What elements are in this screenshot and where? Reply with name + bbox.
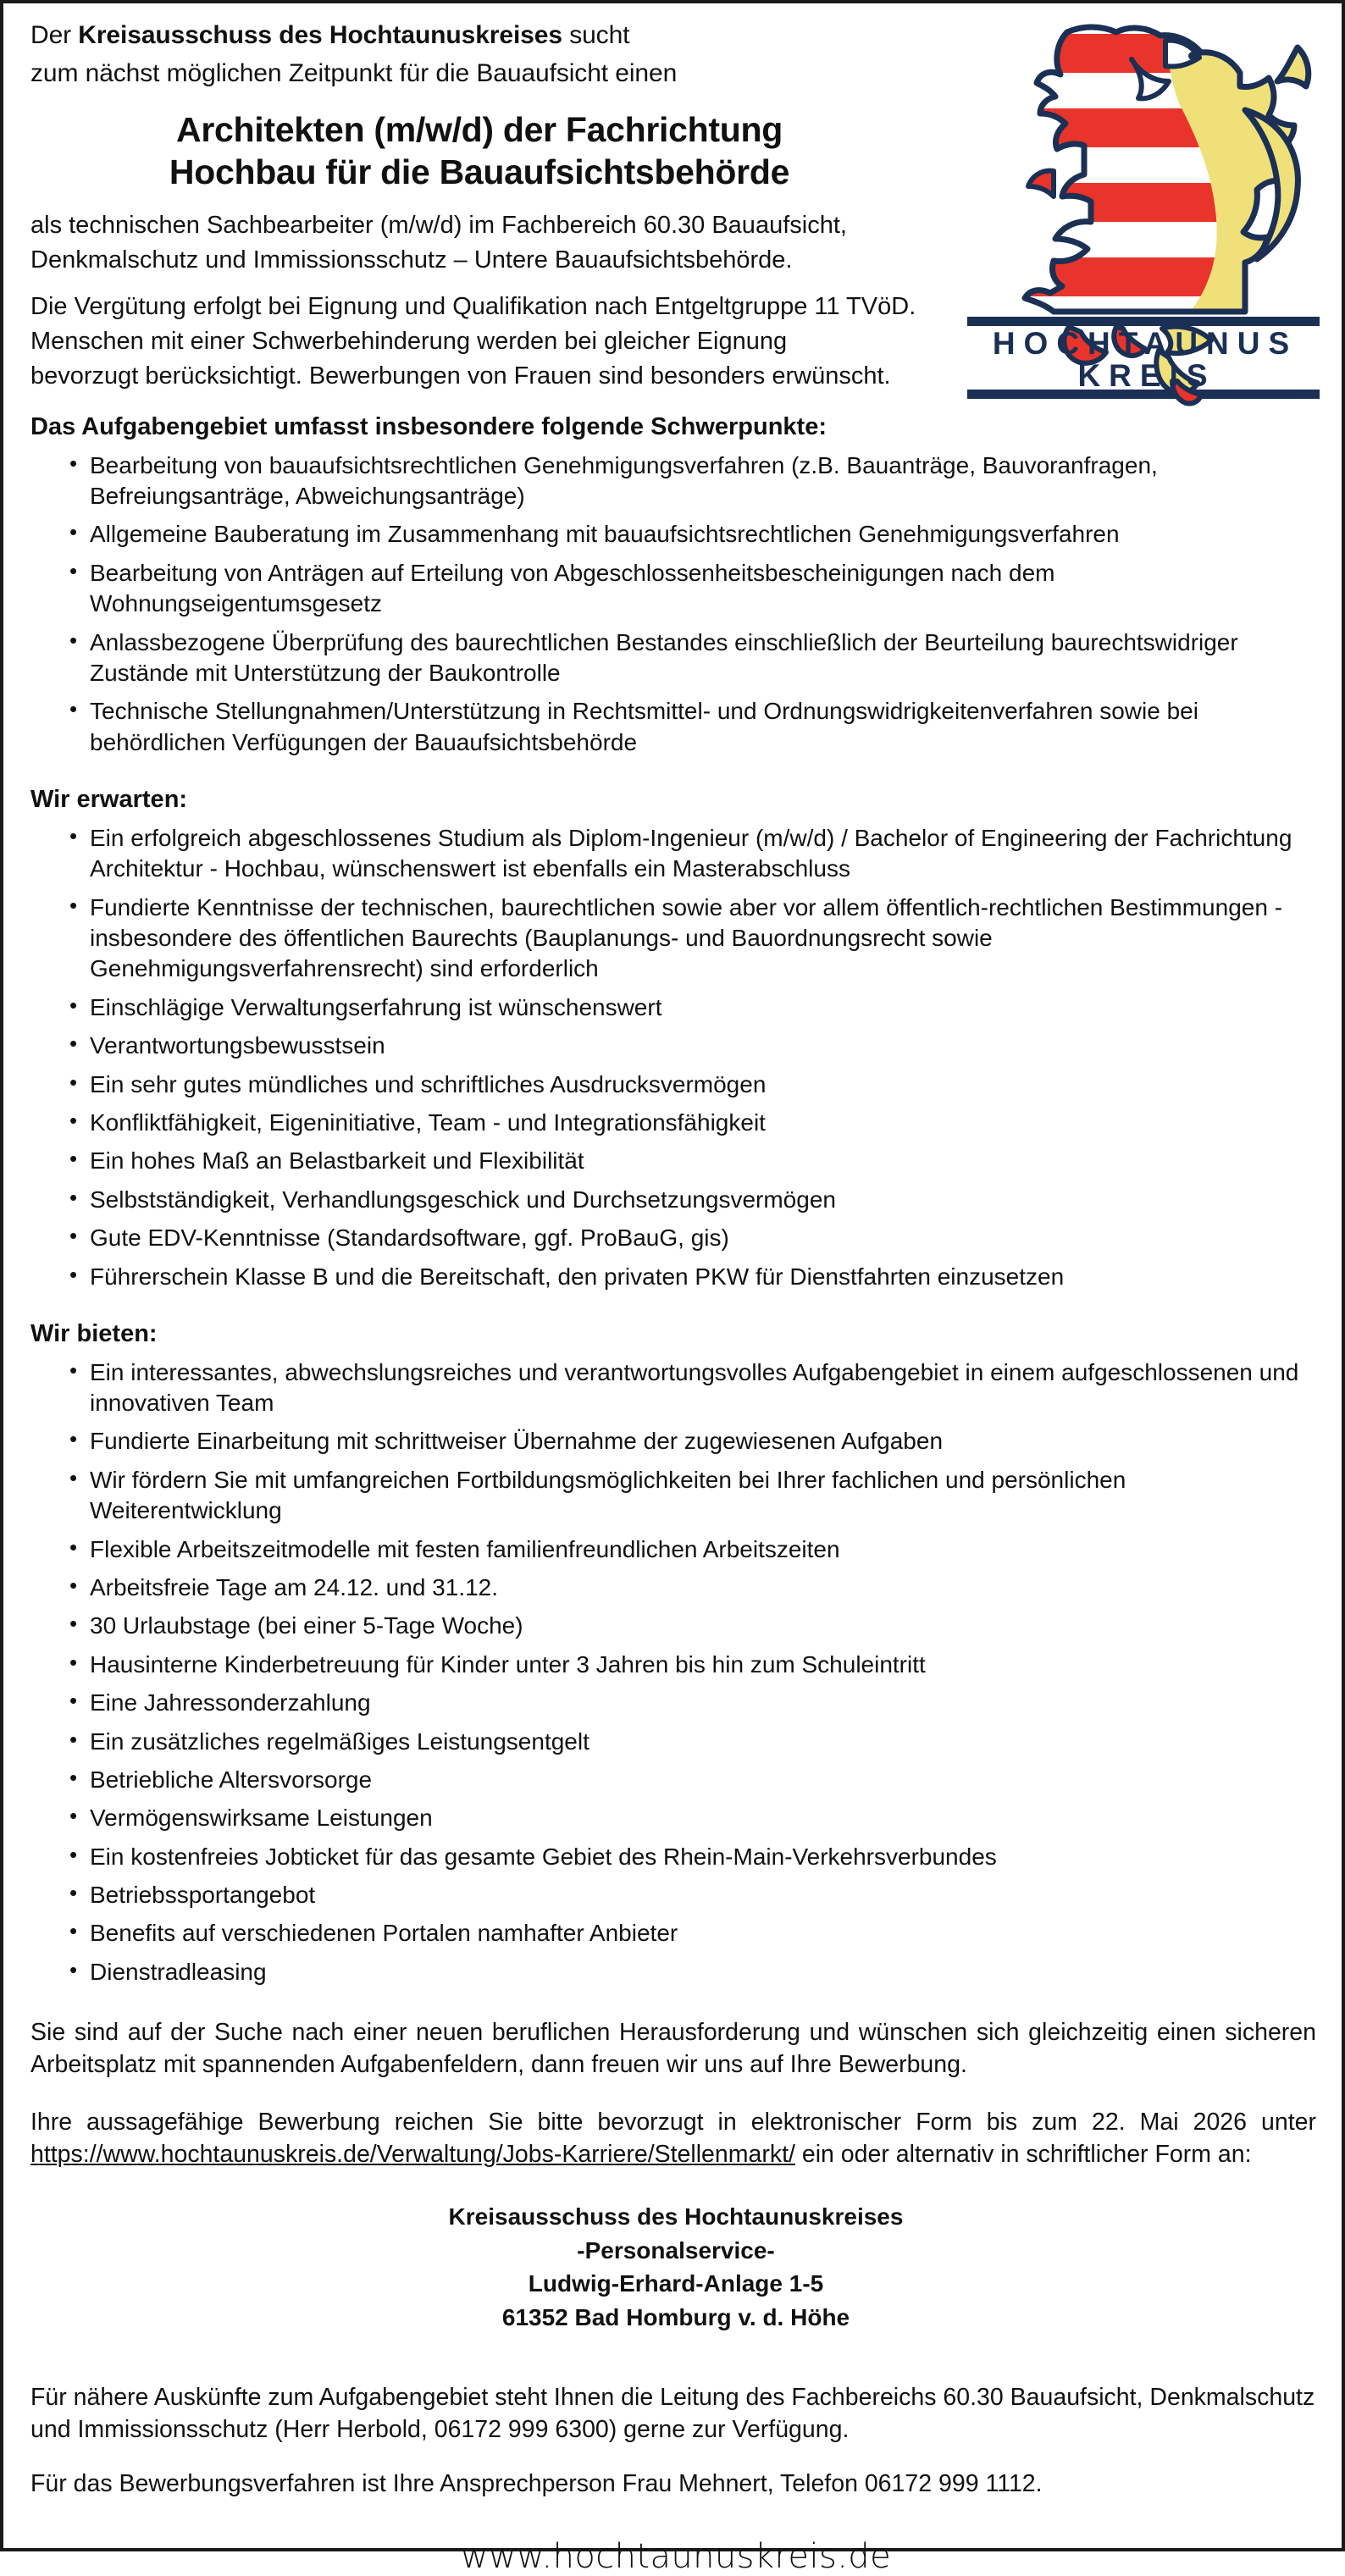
ad-content: [3, 3, 1342, 2576]
list-item: • Benefits auf verschiedenen Portalen namhafter Anbieter: [69, 1918, 1316, 1956]
list-item: • Hausinterne Kinderbetreuung für Kinder unter 3 Jahren bis hin zum Schuleintritt: [69, 1650, 1316, 1688]
pay-line-2: Menschen mit einer Schwerbehinderung werden bei gleicher Eignung: [30, 327, 788, 355]
list-item: • Anlassbezogene Überprüfung des baurechtlichen Bestandes einschließlich der Beurteilung baurechtswidriger Zustände mit Unterstützung der Baukontrolle: [69, 627, 1316, 697]
list-aufgabengebiet: [30, 451, 1316, 766]
list-item: • Eine Jahressonderzahlung: [69, 1688, 1316, 1726]
list-item: • Betriebssportangebot: [69, 1880, 1316, 1918]
pay-line-1: Die Vergütung erfolgt bei Eignung und Qualifikation nach Entgeltgruppe 11 TVöD.: [30, 293, 916, 320]
list-item: • Ein sehr gutes mündliches und schriftliches Ausdrucksvermögen: [69, 1070, 1316, 1108]
list-item: • Betriebliche Altersvorsorge: [69, 1765, 1316, 1803]
page-title: [30, 108, 928, 193]
subtitle-line-1: als technischen Sachbearbeiter (m/w/d) im Fachbereich 60.30 Bauaufsicht,: [30, 212, 847, 240]
list-item: • Konfliktfähigkeit, Eigeninitiative, Team - und Integrationsfähigkeit: [69, 1108, 1316, 1146]
list-item: • Vermögenswirksame Leistungen: [69, 1803, 1316, 1841]
application-text-before: Ihre aussagefähige Bewerbung reichen Sie bitte bevorzugt in elektronischer Form bis zum 22. Mai 2026 unter: [30, 2109, 1316, 2137]
list-item: • Fundierte Kenntnisse der technischen, baurechtlichen sowie aber vor allem öffentlich-rechtlichen Bestimmungen - insbesondere des öffentlichen Baurechts (Bauplanungs- und Bauordnungsrecht sowie Genehmigungsverfahrensrecht) sind erforderlich: [69, 893, 1316, 992]
page-title-line-2: Hochbau für die Bauaufsichtsbehörde: [169, 152, 790, 192]
section-heading-wir-bieten: Wir bieten:: [30, 1319, 158, 1347]
list-item: • Arbeitsfreie Tage am 24.12. und 31.12.: [69, 1573, 1316, 1611]
hochtaunuskreis-logo: [966, 8, 1321, 406]
application-portal-link[interactable]: https://www.hochtaunuskreis.de/Verwaltung/Jobs-Karriere/Stellenmarkt/: [30, 2140, 795, 2168]
lead-line-2: zum nächst möglichen Zeitpunkt für die Bauaufsicht einen: [30, 59, 678, 87]
subtitle-line-2: Denkmalschutz und Immissionsschutz – Untere Bauaufsichtsbehörde.: [30, 246, 793, 274]
list-item: • Ein erfolgreich abgeschlossenes Studium als Diplom-Ingenieur (m/w/d) / Bachelor of Engineering der Fachrichtung Architektur - Hochbau, wünschenswert ist ebenfalls ein Masterabschluss: [69, 823, 1316, 893]
list-item: • Einschlägige Verwaltungserfahrung ist wünschenswert: [69, 992, 1316, 1031]
list-item: • Ein interessantes, abwechslungsreiches und verantwortungsvolles Aufgabengebiet in einem aufgeschlossenen und innovativen Team: [69, 1357, 1316, 1427]
list-item: • Dienstradleasing: [69, 1957, 1316, 1995]
list-item: • Bearbeitung von bauaufsichtsrechtlichen Genehmigungsverfahren (z.B. Bauanträge, Bauvoranfragen, Befreiungsanträge, Abweichungsanträge): [69, 451, 1316, 520]
list-item: • Selbstständigkeit, Verhandlungsgeschick und Durchsetzungsvermögen: [69, 1185, 1316, 1223]
section-heading-wir-erwarten: Wir erwarten:: [30, 786, 188, 814]
lead-organisation: Kreisausschuss des Hochtaunuskreises: [78, 21, 562, 49]
page-title-line-1: Architekten (m/w/d) der Fachrichtung: [176, 110, 783, 149]
pay-line-3: bevorzugt berücksichtigt. Bewerbungen von Frauen sind besonders erwünscht.: [30, 362, 891, 390]
list-item: • Gute EDV-Kenntnisse (Standardsoftware, ggf. ProBauG, gis): [69, 1223, 1316, 1261]
list-item: • 30 Urlaubstage (bei einer 5-Tage Woche): [69, 1611, 1316, 1649]
logo-rule-top: [967, 317, 1320, 326]
closing-paragraph: Sie sind auf der Suche nach einer neuen beruflichen Herausforderung und wünschen sich gleichzeitig einen sicheren Arbeitsplatz mit spannenden Aufgabenfeldern, dann freuen wir uns auf Ihre Bewerbung.: [30, 2019, 1316, 2079]
address-line-3: Ludwig-Erhard-Anlage 1-5: [528, 2270, 824, 2297]
postal-address: [30, 2200, 1321, 2335]
lead-prefix: Der: [30, 21, 79, 49]
address-line-1: Kreisausschuss des Hochtaunuskreises: [448, 2203, 904, 2230]
logo-text-kreis: KREIS: [1077, 358, 1216, 393]
list-item: • Führerschein Klasse B und die Bereitschaft, den privaten PKW für Dienstfahrten einzusetzen: [69, 1262, 1316, 1300]
lead-line-1: [30, 19, 928, 52]
contact-subject-matter: Für nähere Auskünfte zum Aufgabengebiet steht Ihnen die Leitung des Fachbereichs 60.30 Bauaufsicht, Denkmalschutz und Immissionsschutz (Herr Herbold, 06172 999 6300) gerne zur Verfügung.: [30, 2383, 1315, 2443]
list-item: • Fundierte Einarbeitung mit schrittweiser Übernahme der zugewiesenen Aufgaben: [69, 1426, 1316, 1464]
list-item: • Technische Stellungnahmen/Unterstützung in Rechtsmittel- und Ordnungswidrigkeitenverfahren sowie bei behördlichen Verfügungen der Bauaufsichtsbehörde: [69, 696, 1316, 766]
footer-website[interactable]: www.hochtaunuskreis.de: [460, 2537, 892, 2576]
list-item: • Ein zusätzliches regelmäßiges Leistungsentgelt: [69, 1727, 1316, 1765]
list-item: • Ein kostenfreies Jobticket für das gesamte Gebiet des Rhein-Main-Verkehrsverbundes: [69, 1842, 1316, 1880]
list-item: • Bearbeitung von Anträgen auf Erteilung von Abgeschlossenheitsbescheinigungen nach dem Wohnungseigentumsgesetz: [69, 558, 1316, 627]
list-item: • Verantwortungsbewusstsein: [69, 1031, 1316, 1069]
lead-suffix: sucht: [562, 21, 630, 49]
address-line-2: -Personalservice-: [577, 2236, 775, 2264]
application-instructions: [30, 2107, 1316, 2171]
list-wir-erwarten: [30, 823, 1316, 1300]
list-wir-bieten: [30, 1357, 1316, 1996]
logo-text-hochtaunus: HOCHTAUNUS: [992, 326, 1298, 361]
list-item: • Ein hohes Maß an Belastbarkeit und Flexibilität: [69, 1146, 1316, 1184]
coat-of-arms-icon: [966, 8, 1321, 406]
section-heading-aufgabengebiet: Das Aufgabengebiet umfasst insbesondere folgende Schwerpunkte:: [30, 412, 827, 440]
list-item: • Allgemeine Bauberatung im Zusammenhang mit bauaufsichtsrechtlichen Genehmigungsverfahren: [69, 519, 1316, 557]
contact-recruiting: Für das Bewerbungsverfahren ist Ihre Ansprechperson Frau Mehnert, Telefon 06172 999 1112.: [30, 2469, 1043, 2497]
address-line-4: 61352 Bad Homburg v. d. Höhe: [501, 2304, 850, 2331]
list-item: • Flexible Arbeitszeitmodelle mit festen familienfreundlichen Arbeitszeiten: [69, 1534, 1316, 1573]
application-text-after: ein oder alternativ in schriftlicher Form an:: [794, 2140, 1252, 2168]
list-item: • Wir fördern Sie mit umfangreichen Fortbildungsmöglichkeiten bei Ihrer fachlichen und persönlichen Weiterentwicklung: [69, 1465, 1316, 1534]
